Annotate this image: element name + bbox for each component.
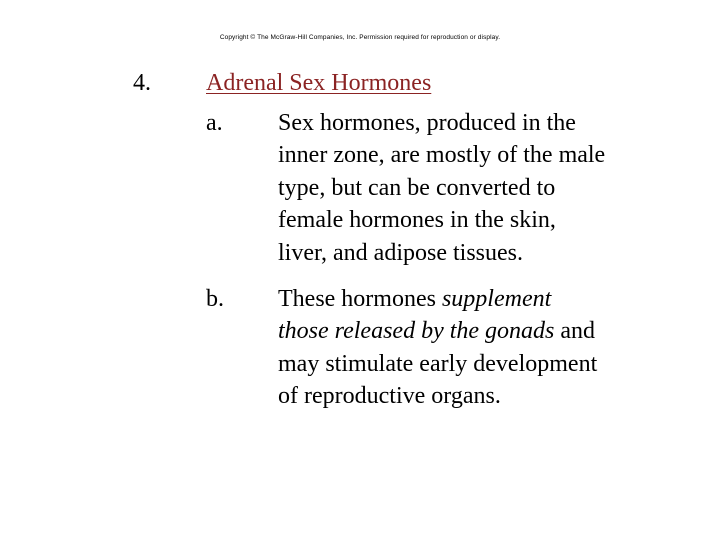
item-b-line-1-plain: These hormones	[278, 286, 442, 312]
item-b-line-1	[278, 283, 678, 315]
item-a-line-5: liver, and adipose tissues.	[278, 239, 523, 266]
item-a-line-4: female hormones in the skin,	[278, 207, 556, 234]
copyright-notice: Copyright © The McGraw-Hill Companies, Inc. Permission required for reproduction or display.	[219, 34, 501, 41]
item-a-line-2: inner zone, are mostly of the male	[278, 142, 606, 169]
section-number: 4.	[133, 70, 151, 96]
item-a-line-1: Sex hormones, produced in the	[278, 110, 576, 136]
item-b-letter: b.	[206, 286, 224, 312]
item-b-line-4: of reproductive organs.	[278, 383, 501, 410]
item-a-line-3: type, but can be converted to	[278, 174, 556, 201]
item-b-text	[278, 283, 678, 413]
item-b-line-2-italic: those released by the gonads	[278, 318, 555, 345]
section-heading: Adrenal Sex Hormones	[206, 70, 432, 96]
item-a-text	[278, 107, 678, 269]
item-b-line-2-plain: and	[554, 318, 596, 345]
item-b-line-2	[278, 315, 678, 347]
item-b-line-3: may stimulate early development	[278, 350, 598, 377]
item-a-letter: a.	[206, 110, 223, 136]
item-b-line-1-italic: supplement	[441, 286, 552, 312]
